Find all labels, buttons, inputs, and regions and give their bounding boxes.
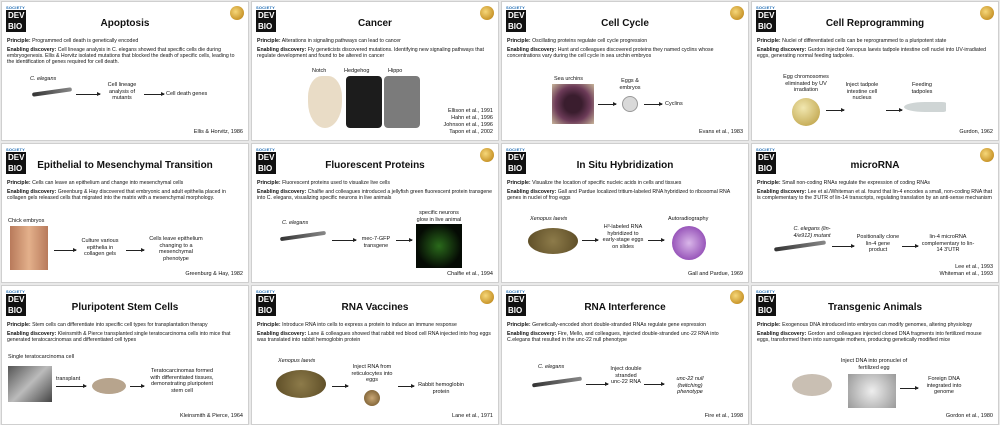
mouse-image bbox=[92, 378, 126, 394]
figure: Inject DNA into pronuclei of fertilized egg Foreign DNA integrated into genome bbox=[752, 356, 998, 412]
fly-image bbox=[346, 76, 382, 128]
devbio-logo: SOCIETY DEV BIO bbox=[6, 147, 25, 173]
card-rna-vaccines bbox=[251, 285, 499, 425]
principle: Principle: Cells can leave an epithelium and change into mesenchymal cells bbox=[7, 180, 184, 186]
chick-embryo-image bbox=[10, 226, 48, 270]
devbio-logo: SOCIETY DEV BIO bbox=[506, 147, 525, 173]
principle: Principle: Nuclei of differentiated cells can be reprogrammed to a pluripotent state bbox=[757, 38, 947, 44]
card-title: In Situ Hybridization bbox=[576, 160, 674, 171]
egg-injection-image bbox=[848, 374, 896, 408]
devbio-logo: SOCIETY DEV BIO bbox=[256, 147, 275, 173]
figure: Egg chromosomes eliminated by UV irradiation Inject tadpole intestine cell nucleus Feeding tadpoles bbox=[752, 72, 998, 128]
figure: C. elegans mec-7-GFP transgene specific neurons glow in live animal bbox=[252, 214, 498, 270]
card-cell-cycle bbox=[501, 1, 749, 141]
enabling-discovery: Enabling discovery: Fly geneticists discovered mutations. Identifying new signaling pathways that regulate development and found to be altered in cancer bbox=[257, 47, 484, 59]
devbio-logo: SOCIETY DEV BIO bbox=[756, 289, 775, 315]
worm-image bbox=[280, 231, 326, 241]
mouse-image bbox=[792, 374, 832, 396]
enabling-discovery: Enabling discovery: Lee et al./Whiteman et al. found that lin-4 encodes a small, non-coding RNA that is complementary to the 3'UTR of lin-14 transcripts, regulating translation by an anti-sense mechanism bbox=[757, 189, 993, 201]
enabling-discovery: Enabling discovery: Lane & colleagues showed that rabbit red blood cell RNA injected into frog eggs was translated into rabbit hemoglobin protein bbox=[257, 331, 491, 343]
card-title: Epithelial to Mesenchymal Transition bbox=[37, 160, 213, 171]
principle: Principle: Oscillating proteins regulate cell cycle progression bbox=[507, 38, 648, 44]
principle: Principle: Exogenous DNA introduced into embryos can modify genomes, altering physiology bbox=[757, 322, 973, 328]
card-title: Fluorescent Proteins bbox=[325, 160, 425, 171]
citation: Fire et al., 1998 bbox=[704, 413, 743, 419]
teratocarcinoma-cell-image bbox=[8, 366, 52, 402]
devbio-logo: SOCIETY DEV BIO bbox=[6, 289, 25, 315]
devbio-logo: SOCIETY DEV BIO bbox=[756, 5, 775, 31]
card-title: Transgenic Animals bbox=[827, 302, 923, 313]
card-transgenic-animals bbox=[751, 285, 999, 425]
devbio-logo: SOCIETY DEV BIO bbox=[506, 5, 525, 31]
worm-image bbox=[532, 377, 582, 388]
principle: Principle: Programmed cell death is genetically encoded bbox=[7, 38, 139, 44]
egg-image bbox=[364, 390, 380, 406]
card-apoptosis bbox=[1, 1, 249, 141]
enabling-discovery: Enabling discovery: Gordon and colleagues injected cloned DNA fragments into fertilized mouse eggs, transformed them into surrogate mothers, producing genetically modified mice bbox=[757, 331, 982, 343]
card-emt bbox=[1, 143, 249, 283]
figure: Single teratocarcinoma cell transplant Teratocarcinomas formed with differentiated tissues, demonstrating pluripotent stem cell bbox=[2, 356, 248, 412]
citation: Ellison et al., 1991 Hahn et al., 1996 Johnson et al., 1996 Tapon et al., 2002 bbox=[443, 108, 493, 135]
citation: Evans et al., 1983 bbox=[698, 129, 743, 135]
egg-image bbox=[622, 96, 638, 112]
citation: Gurdon, 1962 bbox=[959, 129, 993, 135]
citation: Greenburg & Hay, 1982 bbox=[185, 271, 243, 277]
enabling-discovery: Enabling discovery: Greenburg & Hay discovered that embryonic and adult epithelia placed in collagen gels released cells that migrated into the matrix with a mesenchymal morphology. bbox=[7, 189, 226, 201]
worm-image bbox=[774, 240, 826, 251]
card-title: RNA Interference bbox=[584, 302, 666, 313]
principle: Principle: Small non-coding RNAs regulate the expression of coding RNAs bbox=[757, 180, 931, 186]
card-microrna bbox=[751, 143, 999, 283]
enabling-discovery: Enabling discovery: Chalfie and colleagues introduced a jellyfish green fluorescent protein transgene into C. elegans, visualizing specific neurons in live animals bbox=[257, 189, 493, 201]
devbio-logo: SOCIETY DEV BIO bbox=[756, 147, 775, 173]
card-cell-reprogramming bbox=[751, 1, 999, 141]
frog-image bbox=[528, 228, 578, 254]
wing-image bbox=[308, 76, 342, 128]
card-title: Cell Reprogramming bbox=[825, 18, 925, 29]
figure: Xenopus laevis Inject RNA from reticulocytes into eggs Rabbit hemoglobin protein bbox=[252, 356, 498, 412]
discovery-grid bbox=[1, 1, 999, 425]
devbio-logo: SOCIETY DEV BIO bbox=[256, 289, 275, 315]
card-title: Pluripotent Stem Cells bbox=[71, 302, 179, 313]
card-title: RNA Vaccines bbox=[341, 302, 409, 313]
worm-image bbox=[32, 87, 72, 97]
figure: Sea urchins Eggs & embryos Cyclins bbox=[502, 72, 748, 128]
eye-image bbox=[384, 76, 420, 128]
card-title: Cell Cycle bbox=[601, 18, 649, 29]
citation: Kleinsmith & Pierce, 1964 bbox=[180, 413, 243, 419]
principle: Principle: Genetically-encoded short double-stranded RNAs regulate gene expression bbox=[507, 322, 706, 328]
citation: Lee et al., 1993 Whiteman et al., 1993 bbox=[939, 264, 993, 277]
citation: Chalfie et al., 1994 bbox=[447, 271, 493, 277]
card-title: microRNA bbox=[850, 160, 900, 171]
egg-image bbox=[792, 98, 820, 126]
principle: Principle: Visualize the location of specific nucleic acids in cells and tissues bbox=[507, 180, 682, 186]
figure: Chick embryos Culture various epithelia in collagen gels Cells leave epithelium changing to a mesenchymal phenotype bbox=[2, 214, 248, 270]
enabling-discovery: Enabling discovery: Fire, Mello, and colleagues, injected double-stranded unc-22 RNA into C.elegans that resulted in the unc-22 null phenotype bbox=[507, 331, 719, 343]
citation: Gordon et al., 1980 bbox=[945, 413, 993, 419]
citation: Lane et al., 1971 bbox=[452, 413, 493, 419]
figure: Notch Hedgehog Hippo bbox=[252, 72, 498, 128]
card-pluripotent-stem-cells bbox=[1, 285, 249, 425]
enabling-discovery: Enabling discovery: Cell lineage analysis in C. elegans showed that specific cells die during embryogenesis. Ellis & Horvitz isolated mutations that blocked the death of specific cells, leading to the identification of genes required for cell death. bbox=[7, 47, 235, 65]
principle: Principle: Introduce RNA into cells to express a protein to induce an immune response bbox=[257, 322, 457, 328]
principle: Principle: Fluorescent proteins used to visualize live cells bbox=[257, 180, 390, 186]
card-cancer bbox=[251, 1, 499, 141]
devbio-logo: SOCIETY DEV BIO bbox=[6, 5, 25, 31]
tadpole-image bbox=[904, 102, 946, 112]
principle: Principle: Alterations in signaling pathways can lead to cancer bbox=[257, 38, 401, 44]
card-in-situ-hybridization bbox=[501, 143, 749, 283]
figure: Xenopus laevis H³-labeled RNA hybridized to early-stage eggs on slides Autoradiography bbox=[502, 214, 748, 270]
devbio-logo: SOCIETY DEV BIO bbox=[256, 5, 275, 31]
enabling-discovery: Enabling discovery: Kleinsmith & Pierce transplanted single teratocarcinoma cells into mice that generated teratocarcinomas and differentiated cell types bbox=[7, 331, 231, 343]
enabling-discovery: Enabling discovery: Hunt and colleagues discovered proteins they named cyclins whose concentrations vary during the cell cycle in sea urchin embryos bbox=[507, 47, 714, 59]
card-title: Apoptosis bbox=[100, 18, 150, 29]
enabling-discovery: Enabling discovery: Gall and Pardue localized tritium-labeled RNA hybridized to ribosomal RNA genes in nuclei of frog eggs bbox=[507, 189, 730, 201]
enabling-discovery: Enabling discovery: Gurdon injected Xenopus laevis tadpole intestine cell nuclei into UV-irradiated eggs, generating normal feeding tadpoles. bbox=[757, 47, 986, 59]
figure: C. elegans (lin-4/e912) mutant Positionally clone lin-4 gene product lin-4 microRNA complementary to lin-14 3'UTR bbox=[752, 214, 998, 270]
card-rna-interference bbox=[501, 285, 749, 425]
gfp-image bbox=[416, 224, 462, 268]
figure: C. elegans Cell lineage analysis of mutants Cell death genes bbox=[30, 76, 208, 101]
card-fluorescent-proteins bbox=[251, 143, 499, 283]
figure: C. elegans Inject double stranded unc-22 RNA unc-22 null (twitching) phenotype bbox=[502, 356, 748, 412]
principle: Principle: Stem cells can differentiate into specific cell types for transplantation therapy bbox=[7, 322, 208, 328]
citation: Ellis & Horvitz, 1986 bbox=[193, 129, 243, 135]
sea-urchin-image bbox=[552, 84, 594, 124]
devbio-logo: SOCIETY DEV BIO bbox=[506, 289, 525, 315]
autoradiography-image bbox=[672, 226, 706, 260]
citation: Gall and Pardue, 1969 bbox=[687, 271, 743, 277]
card-title: Cancer bbox=[358, 18, 392, 29]
frog-image bbox=[276, 370, 326, 398]
